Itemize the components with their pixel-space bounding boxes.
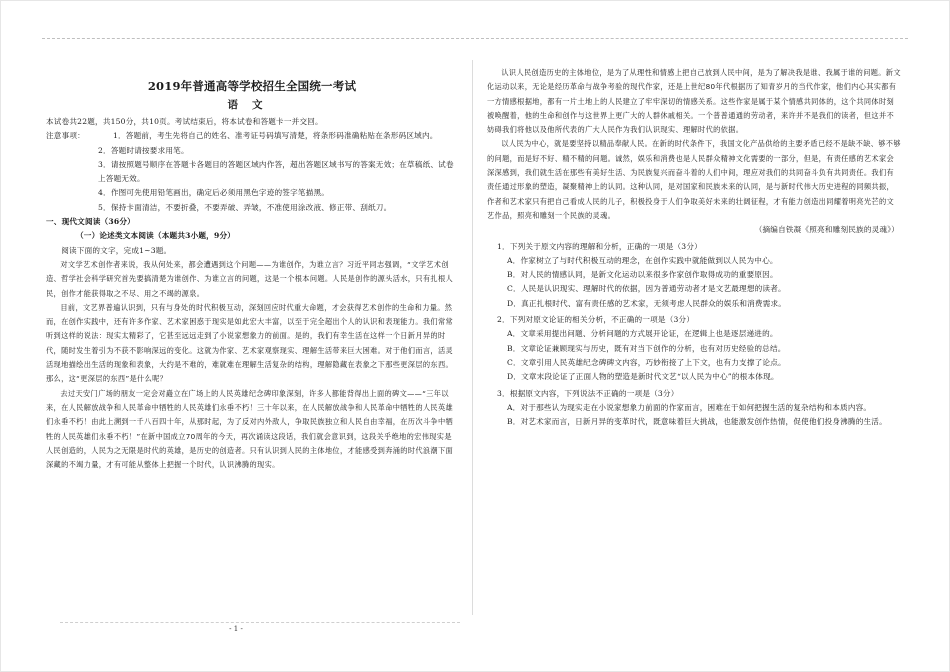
instructions-intro: 本试卷共22题，共150分，共10页。考试结束后，将本试卷和答题卡一并交回。 (46, 117, 323, 126)
passage-paragraph-5: 以人民为中心，就是要坚持以精品奉献人民。在新的时代条件下，我国文化产品供给的主要矛盾已经不是缺不缺、够不够的问题，而是好不好、精不精的问题。诚然，娱乐和消费也是人民群众精神文化需要的一部分，但是，有责任感的艺术家会深深感到，我们就生活在那些有美好生活、为民族复兴而奋斗着的人们中间，理应对我们的共同奋斗负有共同责任。我们有责任通过形象的塑造，凝聚精神上的认同。这种认同，是对国家和民族未来的认同，是与新时代伟大历史进程的同频共振，作者和艺术家只有把自己看成人民的儿子，积极投身于人们争取美好未来的壮阔征程，才有能力创造出同耀着明亮光芒的文艺作品，照亮和雕刻一个民族的灵魂。 (487, 139, 901, 220)
question-2 (487, 313, 901, 384)
column-divider (472, 60, 473, 615)
passage-paragraph-4: 认识人民创造历史的主体地位，是为了从理性和情感上把自己放到人民中间，是为了解决我是谁、我属于谁的问题。新文化运动以来，无论是经历革命与战争考验的现代作家，还是上世纪80年代根据历了知青岁月的当代作家，他们内心其实都有一方情感根据地，都有一片土地上的人民建立了牢牢深切的情感关系。这些作家是属于某个情感共同体的，这个共同体时刻被唤醒着，他的生命和创作与这世界上更广大的人群休戚相关。一个普普通通的劳动者，来许并不是我们的读者，但这并不妨碍我们将他以及他所代表的广大人民作为我们认识现实、理解时代的依据。 (487, 68, 901, 135)
note-item-3: 3．请按照题号顺序在答题卡各题目的答题区域内作答，超出答题区域书写的答案无效；在草稿纸、试卷上答题无效。 (98, 159, 454, 184)
option-b: B．文章论证兼顾现实与历史，既有对当下创作的分析，也有对历史经验的总结。 (507, 343, 786, 353)
notes-label: 注意事项： (46, 131, 85, 141)
option-a: A．文章采用提出问题、分析问题的方式展开论证，在逻辑上也是逐层递进的。 (507, 329, 778, 339)
question-1 (487, 240, 901, 311)
passage-paragraph-1: 对文学艺术创作者来说，我从何处来，都会遭遇到这个问题——为谁创作，为谁立言？习近平同志强调，“文学艺术创造、哲学社会科学研究首先要搞清楚为谁创作、为谁立言的问题，这是一个根本问题。人民是创作的源头活水，只有扎根人民，创作才能获得取之不尽、用之不竭的源泉。 (46, 259, 454, 298)
exam-title: 2019年普通高等学校招生全国统一考试 (147, 79, 357, 93)
right-column (487, 66, 901, 429)
notes-first-line (46, 129, 458, 143)
note-item-4: 4．作图可先使用铅笔画出，确定后必须用黑色字迹的签字笔描黑。 (98, 188, 330, 198)
subject-title: 语文 (227, 99, 277, 111)
option-d: D．真正扎根时代、富有责任感的艺术家，无须考虑人民群众的娱乐和消费需求。 (507, 298, 787, 308)
question-stem: 1．下列关于原文内容的理解和分析，正确的一项是（3分） (497, 241, 702, 251)
passage-source: （摘编自铁凝《照亮和雕刻民族的灵魂》） (754, 225, 899, 235)
note-item-1: 1．答题前，考生先将自己的姓名、准考证号码填写清楚，将条形码准确粘贴在条形码区域内。 (112, 131, 438, 141)
option-c: C．人民是认识现实、理解时代的依据，因为普通劳动者才是文艺最理想的读者。 (507, 284, 786, 294)
section-subheading: （一）论述类文本阅读（本题共3小题，9分） (76, 231, 236, 241)
top-dashed-rule (42, 38, 908, 39)
option-c: C．文章引用人民英雄纪念碑碑文内容，巧妙衔接了上下文，也有力支撑了论点。 (507, 357, 786, 367)
option-b: B．对人民的情感认同，是新文化运动以来很多作家创作取得成功的重要原因。 (507, 270, 778, 280)
reading-lead: 阅读下面的文字，完成1~3题。 (61, 245, 172, 255)
footer-dashed-rule (60, 622, 460, 623)
left-column (46, 66, 458, 472)
question-3 (487, 387, 901, 430)
note-item-2: 2．答题时请按要求用笔。 (98, 145, 189, 155)
passage-paragraph-3: 去过天安门广场的朋友一定会对矗立在广场上的人民英雄纪念碑印象深刻，许多人都能背得出上面的碑文——“三年以来，在人民解放战争和人民革命中牺牲的人民英雄们永垂不朽！三十年以来，在人民解放战争和人民革命中牺牲的人民英雄们永垂不朽！由此上溯到一千八百四十年，从那时起，为了反对内外敌人，争取民族独立和人民自由幸福，在历次斗争中牺牲的人民英雄们永垂不朽！”在新中国成立70周年的今天，再次诵读这段话，我们就会意识到，这段关乎绝地的宏伟现实是人民创造的，人民为之无限是时代的英雄，是历史的创造者。只有认识到人民的主体地位，才能感受到奔涌的时代浪潮下面深藏的不竭力量，才有可能从整体上把握一个时代，认识沸腾的现实。 (46, 388, 454, 470)
page-number: - 1 - (229, 625, 243, 633)
section-heading: 一、现代文阅读（36分） (46, 217, 135, 227)
option-a: A．对于那些认为现实走在小说家想象力前面的作家而言，困难在于如何把握生活的复杂结构和本质内容。 (507, 402, 872, 412)
option-d: D．文章末段论证了正面人物的塑造是新时代文艺“以人民为中心”的根本体现。 (507, 372, 779, 382)
passage-paragraph-2: 目前，文艺界普遍认识到，只有与身处的时代积极互动，深刻回应时代重大命题，才会获得艺术创作的生命和力量。然而，在创作实践中，还有许多作家、艺术家困惑于现实是如此宏大丰富，以至于完全超出个人的认识和表现能力。我们常常听到这样的说法：现实太精彩了，它甚至远远走到了小说家想象力的前面。是的，我们有幸生活在这样一个日新月异的时代，随时发生着引为不获不影响深远的变化。这就为作家、艺术家观察现实、理解生活带来巨大困难。对于他们而言，活灵活现地描绘出生活的现象和表象，大约是不难的，难就难在理解生活复杂的结构，理解隐藏在表象之下那些更深层的东西。那么，这“更深层的东西”是什么呢？ (46, 302, 454, 384)
option-b: B．对艺术家而言，日新月异的变革时代，既意味着巨大挑战，也能激发创作热情，促使他们投身沸腾的生活。 (507, 417, 887, 427)
question-stem: 2．下列对原文论证的相关分析，不正确的一项是（3分） (497, 315, 695, 325)
note-item-5: 5．保持卡面清洁，不要折叠，不要弄破、弄皱，不准使用涂改液、修正带、刮纸刀。 (98, 202, 392, 212)
option-a: A．作家树立了与时代积极互动的理念，在创作实践中就能做到以人民为中心。 (507, 255, 778, 265)
question-stem: 3．根据原文内容，下列说法不正确的一项是（3分） (497, 388, 679, 398)
